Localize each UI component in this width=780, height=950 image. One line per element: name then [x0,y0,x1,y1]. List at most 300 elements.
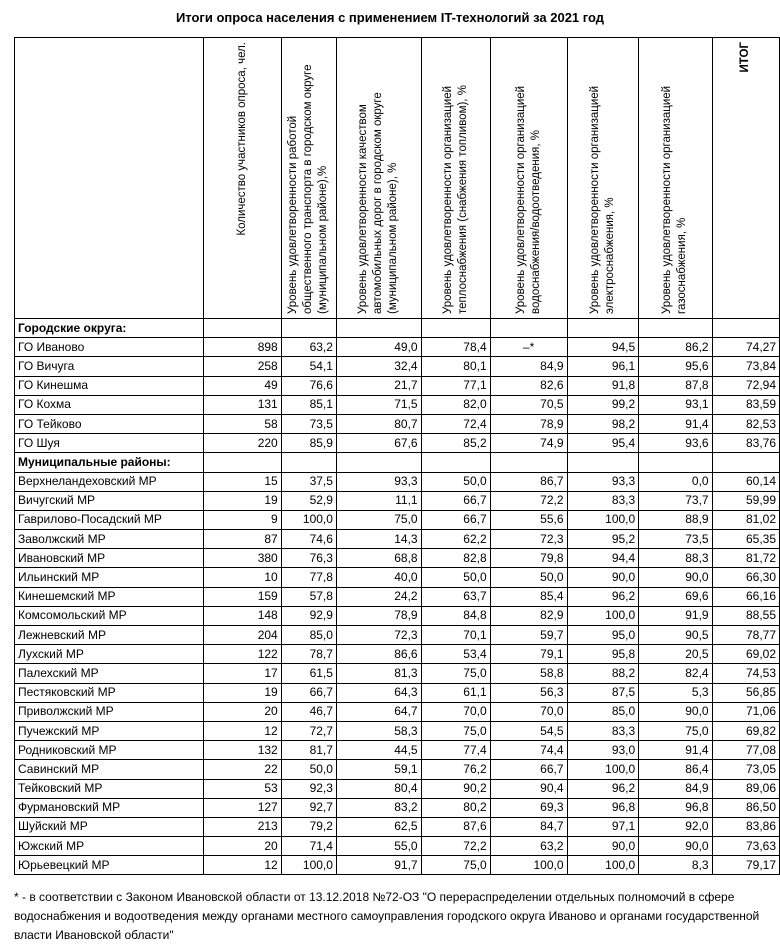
table-cell: 52,9 [281,491,336,510]
table-cell: 98,2 [567,414,639,433]
table-cell: 90,2 [421,779,490,798]
table-row [15,434,780,453]
table-row [15,760,780,779]
table-cell: 82,6 [490,376,567,395]
column-header [421,38,490,319]
table-cell: 64,3 [336,683,421,702]
table-cell: 78,9 [490,414,567,433]
table-cell: 49,0 [336,338,421,357]
table-row [15,472,780,491]
table-cell: 85,0 [281,626,336,645]
column-header-label: Уровень удовлетворенности организацией водоснабжения/водоотведения, % [514,85,542,314]
row-label: Южский МР [15,837,204,856]
table-cell: 75,0 [336,510,421,529]
table-row [15,741,780,760]
column-header [281,38,336,319]
table-cell: 79,8 [490,549,567,568]
row-label: Комсомольский МР [15,606,204,625]
table-cell: 122 [203,645,281,664]
column-header-label: Уровень удовлетворенности работой общественного транспорта в городском округе (муниципальном районе),% [287,64,330,314]
table-cell: 72,94 [712,376,779,395]
table-cell: 86,4 [639,760,712,779]
table-cell: 55,0 [336,837,421,856]
table-cell: 54,1 [281,357,336,376]
table-cell: 258 [203,357,281,376]
table-cell: 92,3 [281,779,336,798]
table-cell: 78,77 [712,626,779,645]
table-cell: 17 [203,664,281,683]
table-cell: 50,0 [421,472,490,491]
empty-cell [203,319,281,338]
column-header [490,38,567,319]
table-cell: 93,0 [567,741,639,760]
column-header-label: ИТОГ [739,42,752,73]
section-row [15,453,780,472]
table-cell: 70,0 [490,702,567,721]
empty-cell [712,453,779,472]
table-cell: 83,2 [336,798,421,817]
column-header [567,38,639,319]
section-row [15,319,780,338]
table-cell: 24,2 [336,587,421,606]
column-header-label: Уровень удовлетворенности организацией теплоснабжения (снабжения топливом), % [441,85,469,314]
column-header [15,38,204,319]
table-cell: 12 [203,721,281,740]
section-label: Городские округа: [15,319,204,338]
table-cell: 9 [203,510,281,529]
row-label: Тейковский МР [15,779,204,798]
table-cell: 10 [203,568,281,587]
table-cell: 127 [203,798,281,817]
table-cell: 81,3 [336,664,421,683]
column-header [203,38,281,319]
table-cell: 84,8 [421,606,490,625]
table-cell: 81,7 [281,741,336,760]
table-cell: 80,7 [336,414,421,433]
table-cell: 90,0 [639,702,712,721]
table-cell: 76,2 [421,760,490,779]
table-cell: 84,7 [490,817,567,836]
table-row [15,414,780,433]
table-cell: 70,0 [421,702,490,721]
row-label: Лухский МР [15,645,204,664]
table-cell: 77,1 [421,376,490,395]
table-cell: 81,02 [712,510,779,529]
table-cell: 61,5 [281,664,336,683]
table-cell: 70,1 [421,626,490,645]
table-cell: 90,0 [639,837,712,856]
table-cell: 92,7 [281,798,336,817]
table-cell: 69,02 [712,645,779,664]
empty-cell [281,319,336,338]
table-row [15,530,780,549]
header-row [15,38,780,319]
table-cell: 82,4 [639,664,712,683]
table-cell: 50,0 [281,760,336,779]
table-cell: 82,9 [490,606,567,625]
table-row [15,683,780,702]
table-cell: 49 [203,376,281,395]
row-label: Приволжский МР [15,702,204,721]
table-row [15,376,780,395]
row-label: Фурмановский МР [15,798,204,817]
table-cell: 63,7 [421,587,490,606]
row-label: Шуйский МР [15,817,204,836]
table-cell: 15 [203,472,281,491]
table-cell: 0,0 [639,472,712,491]
table-cell: 88,9 [639,510,712,529]
column-header-label: Количество участников опроса, чел. [235,42,248,236]
table-cell: 87 [203,530,281,549]
table-cell: 148 [203,606,281,625]
table-cell: 72,3 [336,626,421,645]
table-cell: 85,4 [490,587,567,606]
table-row [15,645,780,664]
table-cell: 78,9 [336,606,421,625]
table-cell: 37,5 [281,472,336,491]
table-cell: 44,5 [336,741,421,760]
table-cell: 62,2 [421,530,490,549]
table-cell: 57,8 [281,587,336,606]
table-cell: 74,6 [281,530,336,549]
table-cell: 71,5 [336,395,421,414]
table-row [15,568,780,587]
table-cell: 100,0 [281,510,336,529]
column-header-label: Уровень удовлетворенности организацией электроснабжения, % [588,85,616,314]
table-cell: 898 [203,338,281,357]
table-cell: 66,30 [712,568,779,587]
empty-cell [639,319,712,338]
table-cell: 50,0 [421,568,490,587]
table-cell: 83,86 [712,817,779,836]
table-cell: 82,0 [421,395,490,414]
table-cell: 40,0 [336,568,421,587]
empty-cell [336,319,421,338]
table-cell: 87,6 [421,817,490,836]
table-cell: 90,0 [639,568,712,587]
table-cell: 93,3 [567,472,639,491]
table-cell: 86,6 [336,645,421,664]
table-cell: 76,6 [281,376,336,395]
table-cell: 95,8 [567,645,639,664]
table-cell: 60,14 [712,472,779,491]
table-cell: 95,0 [567,626,639,645]
table-cell: 91,9 [639,606,712,625]
table-cell: 132 [203,741,281,760]
table-cell: 76,3 [281,549,336,568]
table-cell: 59,99 [712,491,779,510]
empty-cell [567,319,639,338]
row-label: Кинешемский МР [15,587,204,606]
table-cell: 12 [203,856,281,875]
table-cell: 80,2 [421,798,490,817]
table-cell: 11,1 [336,491,421,510]
row-label: Пестяковский МР [15,683,204,702]
table-cell: 82,8 [421,549,490,568]
table-cell: 92,9 [281,606,336,625]
table-cell: 72,7 [281,721,336,740]
table-cell: 79,2 [281,817,336,836]
row-label: Вичугский МР [15,491,204,510]
table-cell: 74,27 [712,338,779,357]
table-cell: 61,1 [421,683,490,702]
table-cell: 95,2 [567,530,639,549]
table-cell: 5,3 [639,683,712,702]
table-cell: 66,7 [421,510,490,529]
table-cell: 56,85 [712,683,779,702]
row-label: Родниковский МР [15,741,204,760]
column-header-label: Уровень удовлетворенности организацией газоснабжения, % [661,85,689,314]
table-cell: 88,55 [712,606,779,625]
table-cell: 78,7 [281,645,336,664]
empty-cell [490,319,567,338]
table-row [15,798,780,817]
table-cell: 77,4 [421,741,490,760]
table-cell: 91,8 [567,376,639,395]
table-row [15,491,780,510]
table-cell: 53 [203,779,281,798]
table-cell: 82,53 [712,414,779,433]
table-cell: 69,82 [712,721,779,740]
table-cell: 84,9 [490,357,567,376]
table-cell: 79,1 [490,645,567,664]
table-cell: 220 [203,434,281,453]
empty-cell [490,453,567,472]
table-cell: 73,5 [281,414,336,433]
table-cell: 96,1 [567,357,639,376]
row-label: ГО Кохма [15,395,204,414]
table-cell: 58 [203,414,281,433]
table-cell: 89,06 [712,779,779,798]
table-cell: 87,5 [567,683,639,702]
table-cell: 74,9 [490,434,567,453]
table-cell: 80,1 [421,357,490,376]
table-cell: 86,50 [712,798,779,817]
row-label: Лежневский МР [15,626,204,645]
table-cell: 72,3 [490,530,567,549]
table-cell: 380 [203,549,281,568]
table-cell: 95,6 [639,357,712,376]
row-label: ГО Шуя [15,434,204,453]
table-cell: 73,63 [712,837,779,856]
table-cell: 86,7 [490,472,567,491]
table-cell: 14,3 [336,530,421,549]
table-cell: 66,7 [421,491,490,510]
table-cell: 54,5 [490,721,567,740]
table-cell: 85,0 [567,702,639,721]
table-cell: 131 [203,395,281,414]
table-cell: 96,8 [639,798,712,817]
table-cell: 46,7 [281,702,336,721]
table-cell: 204 [203,626,281,645]
table-row [15,338,780,357]
row-label: ГО Вичуга [15,357,204,376]
table-cell: 85,1 [281,395,336,414]
empty-cell [712,319,779,338]
table-cell: 75,0 [421,664,490,683]
table-cell: 22 [203,760,281,779]
column-header-label: Уровень удовлетворенности качеством автомобильных дорог в городском округе (муниципальном районе), % [357,92,400,314]
row-label: ГО Тейково [15,414,204,433]
table-row [15,856,780,875]
table-cell: 83,3 [567,721,639,740]
table-cell: 77,8 [281,568,336,587]
table-row [15,549,780,568]
row-label: Пучежский МР [15,721,204,740]
table-cell: 91,7 [336,856,421,875]
table-cell: 100,0 [567,856,639,875]
table-cell: 74,4 [490,741,567,760]
table-cell: 75,0 [639,721,712,740]
table-cell: 66,7 [490,760,567,779]
table-cell: 81,72 [712,549,779,568]
table-cell: 74,53 [712,664,779,683]
table-cell: 94,4 [567,549,639,568]
table-cell: 58,3 [336,721,421,740]
table-cell: 21,7 [336,376,421,395]
row-label: Ильинский МР [15,568,204,587]
table-cell: 8,3 [639,856,712,875]
table-cell: 85,9 [281,434,336,453]
table-cell: 96,8 [567,798,639,817]
table-cell: 72,4 [421,414,490,433]
table-cell: 32,4 [336,357,421,376]
table-cell: 69,3 [490,798,567,817]
table-cell: 63,2 [281,338,336,357]
table-row [15,606,780,625]
table-cell: 100,0 [567,510,639,529]
table-cell: 93,1 [639,395,712,414]
table-cell: 75,0 [421,721,490,740]
table-cell: 64,7 [336,702,421,721]
table-cell: 100,0 [281,856,336,875]
table-cell: 67,6 [336,434,421,453]
table-cell: 73,84 [712,357,779,376]
table-cell: 84,9 [639,779,712,798]
row-label: ГО Иваново [15,338,204,357]
table-cell: 66,16 [712,587,779,606]
table-row [15,587,780,606]
table-row [15,837,780,856]
table-cell: 93,3 [336,472,421,491]
empty-cell [421,319,490,338]
table-cell: 94,5 [567,338,639,357]
table-cell: 99,2 [567,395,639,414]
table-cell: 65,35 [712,530,779,549]
table-row [15,817,780,836]
table-row [15,357,780,376]
table-row [15,779,780,798]
empty-cell [639,453,712,472]
row-label: Ивановский МР [15,549,204,568]
empty-cell [281,453,336,472]
table-cell: 58,8 [490,664,567,683]
section-label: Муниципальные районы: [15,453,204,472]
empty-cell [421,453,490,472]
table-cell: 90,4 [490,779,567,798]
table-cell: 75,0 [421,856,490,875]
table-cell: 91,4 [639,414,712,433]
table-cell: 97,1 [567,817,639,836]
table-cell: 68,8 [336,549,421,568]
table-cell: 79,17 [712,856,779,875]
table-cell: 78,4 [421,338,490,357]
row-label: Заволжский МР [15,530,204,549]
survey-results-table [14,37,780,875]
table-cell: 83,3 [567,491,639,510]
table-cell: 96,2 [567,587,639,606]
table-cell: 55,6 [490,510,567,529]
table-cell: 91,4 [639,741,712,760]
table-cell: 213 [203,817,281,836]
table-cell: 62,5 [336,817,421,836]
row-label: Палехский МР [15,664,204,683]
table-cell: 59,1 [336,760,421,779]
table-cell: 50,0 [490,568,567,587]
table-cell: 80,4 [336,779,421,798]
row-label: Верхнеландеховский МР [15,472,204,491]
table-cell: 96,2 [567,779,639,798]
table-cell: 19 [203,683,281,702]
table-cell: 56,3 [490,683,567,702]
table-cell: 90,0 [567,837,639,856]
table-cell: 69,6 [639,587,712,606]
table-cell: 100,0 [567,606,639,625]
table-cell: 53,4 [421,645,490,664]
table-row [15,395,780,414]
footnote: * - в соответствии с Законом Ивановской области от 13.12.2018 №72-ОЗ "О перераспределении отдельных полномочий в сфере водоснабжения и водоотведения между органами местного самоуправления городского округа Иваново и органами государственной власти Ивановской области" [14,890,760,942]
table-cell: 73,05 [712,760,779,779]
table-cell: 86,2 [639,338,712,357]
row-label: ГО Кинешма [15,376,204,395]
table-row [15,702,780,721]
table-row [15,721,780,740]
column-header [336,38,421,319]
page-title: Итоги опроса населения с применением IT-технологий за 2021 год [175,10,605,25]
table-cell: 72,2 [421,837,490,856]
table-cell: 70,5 [490,395,567,414]
table-cell: 72,2 [490,491,567,510]
table-row [15,664,780,683]
table-cell: 85,2 [421,434,490,453]
table-cell: 20 [203,702,281,721]
table-cell: 100,0 [567,760,639,779]
column-header [639,38,712,319]
table-cell: 87,8 [639,376,712,395]
table-cell: 66,7 [281,683,336,702]
row-label: Юрьевецкий МР [15,856,204,875]
table-cell: 159 [203,587,281,606]
empty-cell [567,453,639,472]
table-cell: 63,2 [490,837,567,856]
table-row [15,626,780,645]
table-cell: 90,5 [639,626,712,645]
table-cell: 100,0 [490,856,567,875]
table-cell: 77,08 [712,741,779,760]
table-cell: 83,59 [712,395,779,414]
row-label: Гаврилово-Посадский МР [15,510,204,529]
table-cell: 73,7 [639,491,712,510]
table-cell: 73,5 [639,530,712,549]
table-cell: 83,76 [712,434,779,453]
table-cell: 20 [203,837,281,856]
table-cell: 88,2 [567,664,639,683]
row-label: Савинский МР [15,760,204,779]
table-cell: 71,4 [281,837,336,856]
table-cell: 92,0 [639,817,712,836]
column-header [712,38,779,319]
table-cell: 59,7 [490,626,567,645]
